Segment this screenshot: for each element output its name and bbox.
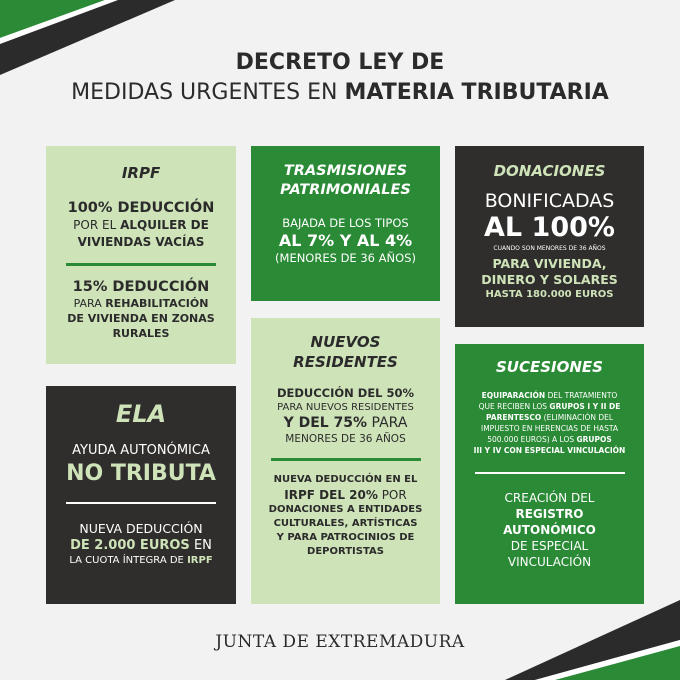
ela-deduccion: NUEVA DEDUCCIÓN DE 2.000 EUROS EN LA CUOTA ÍNTEGRA DE IRPF bbox=[69, 521, 213, 566]
card-donaciones-heading: DONACIONES bbox=[493, 162, 606, 180]
card-nuevos-residentes bbox=[251, 318, 440, 604]
title-line-1: DECRETO LEY DE bbox=[235, 50, 445, 75]
card-irpf-heading: IRPF bbox=[121, 164, 161, 182]
card-donaciones: DONACIONES BONIFICADAS AL 100% CUANDO SON MENORES DE 36 AÑOS PARA VIVIENDA, DINERO Y SOLARES HASTA 180.000 EUROS bbox=[455, 146, 644, 327]
divider bbox=[66, 263, 216, 266]
divider bbox=[271, 458, 421, 461]
nuevos-deduction-20: NUEVA DEDUCCIÓN EN EL IRPF DEL 20% POR DONACIONES A ENTIDADES CULTURALES, ARTÍSTICAS Y PARA PATROCINIOS DE DEPORTISTAS bbox=[268, 474, 423, 557]
card-nuevos-heading: NUEVOS RESIDENTES bbox=[293, 333, 398, 371]
footer-logo-text: JUNTA DE EXTREMADURA bbox=[215, 632, 465, 652]
irpf-deduction-15: 15% DEDUCCIÓN PARA REHABILITACIÓN DE VIVIENDA EN ZONAS RURALES bbox=[67, 279, 215, 340]
card-ela-heading: ELA bbox=[115, 400, 167, 428]
card-trasmisiones bbox=[251, 146, 440, 301]
sucesiones-registro: CREACIÓN DEL REGISTRO AUTONÓMICO DE ESPECIAL VINCULACIÓN bbox=[503, 491, 596, 569]
divider bbox=[475, 472, 625, 474]
card-irpf bbox=[46, 146, 236, 364]
nuevos-deduction-50-75: DEDUCCIÓN DEL 50% PARA NUEVOS RESIDENTES Y DEL 75% PARA MENORES DE 36 AÑOS bbox=[276, 386, 415, 445]
card-trasmisiones-heading: TRASMISIONES PATRIMONIALES bbox=[280, 163, 411, 198]
title-line-2: MEDIDAS URGENTES EN MATERIA TRIBUTARIA bbox=[71, 80, 609, 105]
card-ela: ELA AYUDA AUTONÓMICA NO TRIBUTA NUEVA DEDUCCIÓN DE 2.000 EUROS EN LA CUOTA ÍNTEGRA DE IRPF bbox=[46, 386, 236, 604]
irpf-deduction-100: 100% DEDUCCIÓN POR EL ALQUILER DE VIVIENDAS VACÍAS bbox=[67, 200, 215, 249]
trasmisiones-body: BAJADA DE LOS TIPOS AL 7% Y AL 4% (MENORES DE 36 AÑOS) bbox=[275, 216, 416, 265]
sucesiones-equiparacion: EQUIPARACIÓN DEL TRATAMIENTO QUE RECIBEN LOS GRUPOS I Y II DE PARENTESCO (ELIMINACIÓN DEL IMPUESTO EN HERENCIAS DE HASTA 500.000 EUROS) A LOS GRUPOS III Y IV CON ESPECIAL VINCULACIÓN bbox=[473, 391, 626, 455]
card-sucesiones bbox=[455, 344, 644, 604]
divider bbox=[66, 502, 216, 504]
page-title bbox=[0, 48, 680, 108]
card-sucesiones-heading: SUCESIONES bbox=[496, 358, 603, 376]
